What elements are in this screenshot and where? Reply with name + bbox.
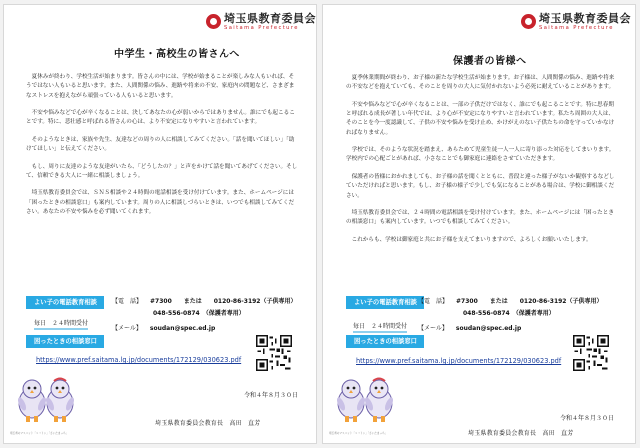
email-label: 【メール】	[418, 325, 448, 332]
board-logo	[206, 13, 316, 32]
logo-english: Saitama Prefecture	[224, 25, 299, 31]
service-hours: 毎日 ２４時間受付	[34, 318, 88, 330]
parent-phone-number: 048-556-0874 （保護者専用）	[463, 310, 555, 317]
email-address[interactable]: soudan@spec.ed.jp	[455, 325, 522, 332]
paragraph: もし、周りに友達のような友達がいたら、「どうしたの？」と声をかけて話を聞いてあげてください。そして、信頼できる大人に一緒に相談しましょう。	[26, 163, 298, 179]
phone-label: 【電 話】	[418, 298, 449, 305]
prefecture-emblem-icon	[206, 14, 221, 29]
page-title: 中学生・高校生の皆さんへ	[114, 49, 240, 60]
mascot-caption: 埼玉県のマスコット「コバトン」「さいたまっち」	[329, 432, 388, 435]
phone-label: 【電 話】	[112, 298, 143, 305]
paragraph: そのようなときは、家族や先生、友達などの周りの人に相談してみてください。「話を聞いてほしい」「助けてほしい」と伝えてください。	[26, 136, 295, 153]
phone-numbers	[112, 296, 296, 305]
phone-numbers	[418, 296, 602, 305]
paragraph: 不安や悩みなどで心が辛くなることは、一部の子供だけではなく、誰にでも起こることです。特に思春期と呼ばれる成長が著しい年代では、より心が不安定になりやすいと言われています。私たち周囲の大人は、そのことを今一度認識して、子供の不安や悩みを受け止め、かけがえのない子供たちの命を守っていかなければなりません。	[346, 101, 615, 136]
mascot-birds-icon	[10, 373, 80, 429]
phone-number-value: #7300 または 0120-86-3192（子供専用）	[456, 298, 603, 305]
email-line	[112, 323, 215, 332]
email-address[interactable]: soudan@spec.ed.jp	[149, 325, 216, 332]
paragraph: 埼玉県教育委員会では、ＳＮＳ相談や２４時間の電話相談を受け付けています。また、ホームページには「困ったときの相談窓口」も案内しています。周りの人に相談しづらいときは、いつでも相談してみてください。あなたの不安や悩みを必ず聞いてくれます。	[26, 190, 295, 216]
paragraph: 保護者の皆様におかれましても、お子様の話を聞くとともに、普段と違った様子がないか観察するなどしていただければと思います。もし、お子様の様子で少しでも気になることがある場合は、学校に御相談ください。	[346, 173, 615, 199]
logo-japanese: 埼玉県教育委員会	[224, 12, 316, 25]
student-letter-page	[3, 4, 317, 444]
paragraph: 夏季休業期間が終わり、お子様の新たな学校生活が始まります。お子様は、人間関係の悩み、進路や将来の不安などを抱えていても、そのことを周りの大人に気付かれないよう必死に耐えていることがあります。	[346, 75, 615, 91]
qr-code-icon[interactable]	[573, 335, 609, 371]
paragraph: これからも、学校は御家庭と共にお子様を支えてまいりますので、よろしくお願いいたします。	[351, 236, 592, 243]
letter-body	[26, 73, 298, 226]
help-desk-link[interactable]: https://www.pref.saitama.lg.jp/documents/172129/030623.pdf	[36, 356, 242, 364]
email-label: 【メール】	[112, 325, 142, 332]
page-title: 保護者の皆様へ	[453, 56, 527, 67]
phone-consult-banner: よい子の電話教育相談	[26, 296, 104, 309]
parent-phone-number: 048-556-0874 （保護者専用）	[153, 310, 245, 317]
help-desk-banner: 困ったときの相談窓口	[346, 335, 424, 348]
prefecture-emblem-icon	[521, 14, 536, 29]
paragraph: 不安や悩みなどで心が辛くなることは、決してあなたの心が弱いからではありません。誰にでも起こることです。特に、悲壮感と呼ばれる皆さんの心は、より不安定になりやすいと言われています。	[26, 110, 295, 126]
email-line	[418, 323, 521, 332]
service-hours: 毎日 ２４時間受付	[353, 321, 407, 333]
letter-signer: 埼玉県教育委員会教育長 高田 直芳	[155, 420, 261, 427]
mascot-caption: 埼玉県のマスコット「コバトン」「さいたまっち」	[10, 432, 69, 435]
mascot-birds-icon	[329, 373, 399, 429]
parent-letter-page	[322, 4, 636, 444]
qr-code-icon[interactable]	[256, 335, 292, 371]
letter-body	[346, 74, 616, 253]
help-desk-banner: 困ったときの相談窓口	[26, 335, 104, 348]
letter-date: 令和４年８月３０日	[560, 415, 615, 422]
paragraph: 学校では、そのような状況を踏まえ、あらためて児童生徒一人一人に寄り添った対応をしてまいります。学校内での心配ごとがあれば、小さなことでも御家庭に連絡をさせていただきます。	[346, 147, 615, 163]
help-desk-link[interactable]: https://www.pref.saitama.lg.jp/documents/172129/030623.pdf	[356, 357, 562, 365]
letter-date: 令和４年８月３０日	[244, 392, 299, 399]
logo-english: Saitama Prefecture	[539, 25, 614, 31]
phone-consult-banner: よい子の電話教育相談	[346, 296, 424, 309]
phone-number-value: #7300 または 0120-86-3192（子供専用）	[150, 298, 297, 305]
board-logo	[521, 13, 631, 32]
paragraph: 埼玉県教育委員会では、２４時間の電話相談を受け付けています。また、ホームページには「困ったときの相談窓口」も案内しています。いつでも相談してみてください。	[346, 210, 614, 226]
paragraph: 夏休みが終わり、学校生活が始まります。皆さんの中には、学校が始まることが楽しみな人もいれば、そうではない人もいると思います。また、人間関係の悩み、進路や将来の不安、家庭内の問題など、さまざまなストレスを抱えながら頑張っている人もいると思います。	[26, 74, 295, 99]
letter-signer: 埼玉県教育委員会教育長 高田 直芳	[468, 430, 574, 437]
logo-japanese: 埼玉県教育委員会	[539, 12, 631, 25]
